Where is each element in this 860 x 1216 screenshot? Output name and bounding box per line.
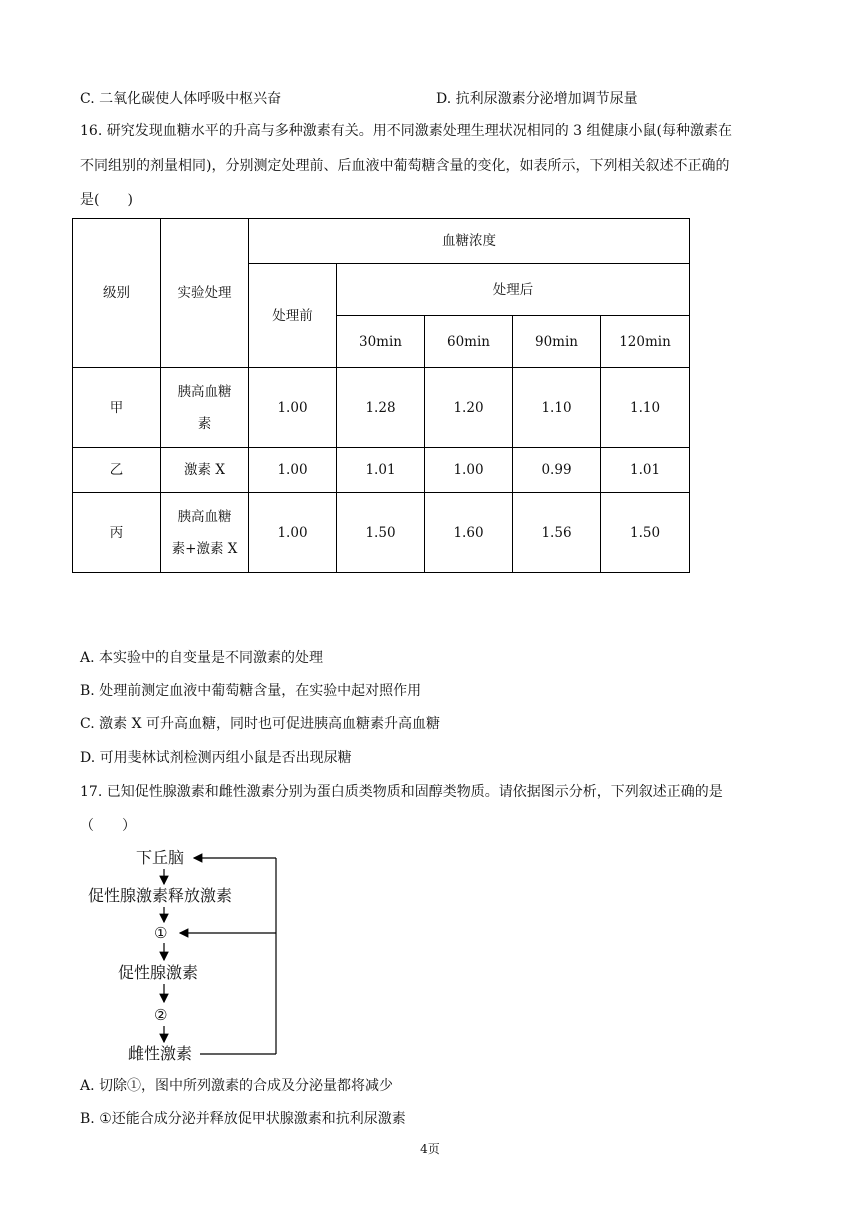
header-before: 处理前 bbox=[249, 264, 337, 368]
q15-option-c: C. 二氧化碳使人体呼吸中枢兴奋 bbox=[80, 91, 282, 107]
q16-option-a: A. 本实验中的自变量是不同激素的处理 bbox=[80, 650, 324, 666]
row-treatment bbox=[161, 493, 249, 573]
feedback-arrows bbox=[0, 840, 300, 1070]
header-blood-glucose: 血糖浓度 bbox=[249, 219, 690, 264]
q16-stem-line-3: 是( ) bbox=[80, 192, 133, 208]
table-row bbox=[73, 493, 690, 573]
row-before: 1.00 bbox=[249, 448, 337, 493]
hypothalamus-label: 下丘脑 bbox=[136, 848, 185, 867]
node-1-label: ① bbox=[154, 924, 168, 942]
node-2-label: ② bbox=[154, 1006, 168, 1024]
row-treatment bbox=[161, 368, 249, 448]
q17-stem-line-2: （ ） bbox=[80, 818, 136, 834]
header-after: 处理后 bbox=[337, 264, 690, 316]
header-time-120: 120min bbox=[601, 316, 690, 368]
row-group: 甲 bbox=[73, 368, 161, 448]
gonadotropin-label: 促性腺激素 bbox=[118, 963, 199, 982]
header-treatment: 实验处理 bbox=[161, 219, 249, 368]
row-treatment-line: 素+激素 X bbox=[171, 540, 238, 557]
q16-option-c: C. 激素 X 可升高血糖，同时也可促进胰高血糖素升高血糖 bbox=[80, 716, 440, 732]
row-before: 1.00 bbox=[249, 368, 337, 448]
row-after-120: 1.01 bbox=[601, 448, 690, 493]
row-after-90: 1.56 bbox=[513, 493, 601, 573]
row-after-90: 1.10 bbox=[513, 368, 601, 448]
row-after-30: 1.01 bbox=[337, 448, 425, 493]
header-group: 级别 bbox=[73, 219, 161, 368]
header-time-90: 90min bbox=[513, 316, 601, 368]
row-group: 丙 bbox=[73, 493, 161, 573]
row-after-120: 1.50 bbox=[601, 493, 690, 573]
row-group: 乙 bbox=[73, 448, 161, 493]
table-row bbox=[73, 368, 690, 448]
table-row bbox=[73, 448, 690, 493]
header-time-30: 30min bbox=[337, 316, 425, 368]
row-after-90: 0.99 bbox=[513, 448, 601, 493]
page-number: 4页 bbox=[420, 1142, 440, 1156]
row-after-30: 1.28 bbox=[337, 368, 425, 448]
q17-option-a: A. 切除①，图中所列激素的合成及分泌量都将减少 bbox=[80, 1078, 394, 1094]
row-treatment: 激素 X bbox=[161, 448, 249, 493]
q16-stem-line-2: 不同组别的剂量相同)，分别测定处理前、后血液中葡萄糖含量的变化，如表所示，下列相关叙述不正确的 bbox=[80, 158, 730, 174]
row-after-60: 1.20 bbox=[425, 368, 513, 448]
row-after-60: 1.60 bbox=[425, 493, 513, 573]
row-treatment-line: 胰高血糖 bbox=[177, 508, 232, 525]
row-treatment-line: 胰高血糖 bbox=[177, 383, 232, 400]
header-time-60: 60min bbox=[425, 316, 513, 368]
estrogen-label: 雌性激素 bbox=[128, 1044, 193, 1063]
row-treatment-line: 素 bbox=[197, 415, 212, 432]
row-after-120: 1.10 bbox=[601, 368, 690, 448]
q16-option-d: D. 可用斐林试剂检测丙组小鼠是否出现尿糖 bbox=[80, 750, 352, 766]
q15-option-d: D. 抗利尿激素分泌增加调节尿量 bbox=[436, 91, 638, 107]
row-after-30: 1.50 bbox=[337, 493, 425, 573]
q16-stem-line-1: 16. 研究发现血糖水平的升高与多种激素有关。用不同激素处理生理状况相同的 3 组健康小鼠(每种激素在 bbox=[80, 123, 732, 139]
q17-option-b: B. ①还能合成分泌并释放促甲状腺激素和抗利尿激素 bbox=[80, 1111, 406, 1127]
q16-option-b: B. 处理前测定血液中葡萄糖含量，在实验中起对照作用 bbox=[80, 683, 422, 699]
gnrh-label: 促性腺激素释放激素 bbox=[88, 886, 233, 905]
q17-stem-line-1: 17. 已知促性腺激素和雌性激素分别为蛋白质类物质和固醇类物质。请依据图示分析，下列叙述正确的是 bbox=[80, 784, 723, 800]
blood-glucose-table bbox=[72, 218, 690, 573]
row-before: 1.00 bbox=[249, 493, 337, 573]
row-after-60: 1.00 bbox=[425, 448, 513, 493]
